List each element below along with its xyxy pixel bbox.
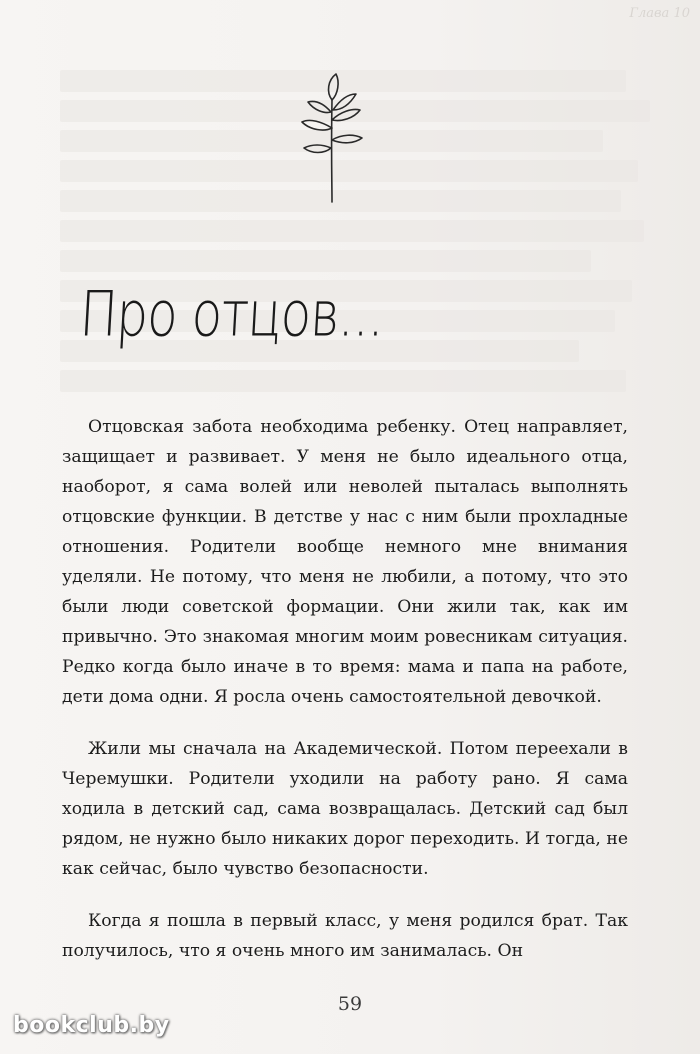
paragraph: Жили мы сначала на Академической. Потом переехали в Черемушки. Родители уходили на работу рано. Я сама ходила в детский сад, сама возвращалась. Детский сад был рядом, не нужно было никаких дорог переходить. И тогда, не как сейчас, было чувство безопасности. (62, 739, 628, 879)
watermark-logo: bookclub.by (13, 1013, 170, 1038)
paragraph: Отцовская забота необходима ребенку. Отец направляет, защищает и развивает. У меня не было идеального отца, наоборот, я сама волей или неволей пыталась выполнять отцовские функции. В детстве у нас с ним были прохладные отношения. Родители вообще немного мне внимания уделяли. Не потому, что меня не любили, а потому, что это были люди советской формации. Они жили так, как им привычно. Это знакомая многим моим ровесникам ситуация. Редко когда было иначе в то время: мама и папа на работе, дети дома одни. Я росла очень самостоятельной девочкой. (62, 417, 628, 707)
sprout-icon (296, 70, 366, 205)
paragraph: Когда я пошла в первый класс, у меня родился брат. Так получилось, что я очень много им занималась. Он (62, 911, 628, 961)
page-number: 59 (337, 993, 363, 1015)
bleed-through-header: Глава 10 (629, 6, 690, 21)
body-text (62, 412, 628, 988)
chapter-title: Про отцов... (77, 278, 386, 351)
